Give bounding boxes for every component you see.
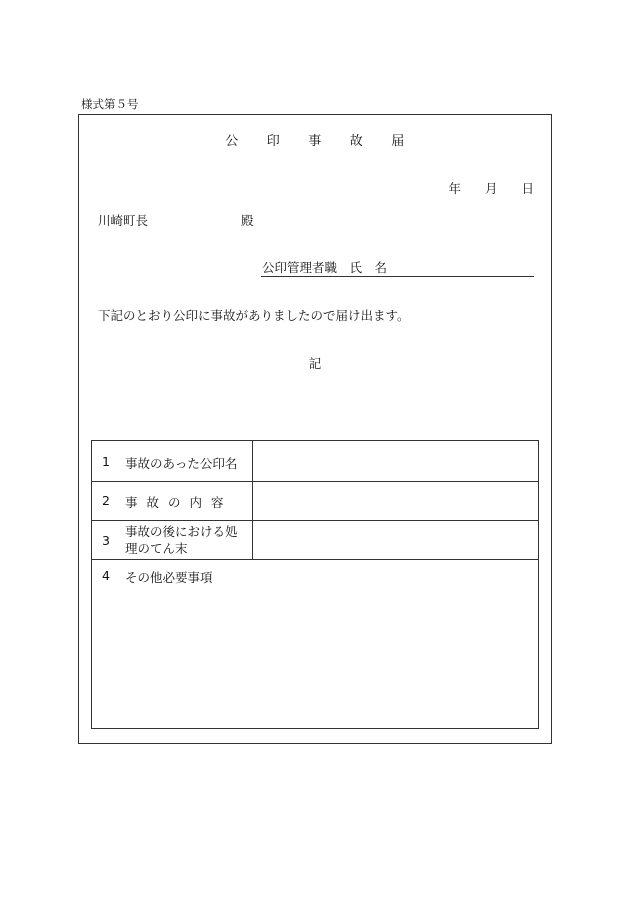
- item-number: 3: [102, 533, 110, 548]
- items-table: [91, 440, 539, 729]
- applicant-signature-line[interactable]: [261, 276, 534, 277]
- item-number: 2: [102, 493, 110, 508]
- form-title: [0, 130, 630, 149]
- title-char: 公: [225, 134, 239, 149]
- date-year: 年: [448, 181, 461, 196]
- addressee: 川崎町長: [98, 213, 149, 228]
- table-row: [92, 520, 538, 560]
- item-label: 事故の後における処理のてん末: [125, 524, 238, 556]
- title-char: 印: [266, 134, 281, 149]
- body-text: 下記のとおり公印に事故がありましたので届け出ます。: [98, 308, 410, 323]
- date-line: [424, 179, 534, 197]
- column-divider: [252, 441, 253, 481]
- item-number: 4: [102, 568, 110, 583]
- honorific: 殿: [241, 213, 254, 228]
- title-char: 届: [391, 134, 405, 149]
- item-label: 事故のあった公印名: [125, 456, 238, 471]
- date-day: 日: [521, 181, 534, 196]
- title-char: 事: [308, 134, 322, 149]
- table-row: [92, 481, 538, 521]
- item-label: 事故の内容: [125, 495, 233, 510]
- table-row: [92, 559, 538, 729]
- date-month: 月: [484, 181, 498, 196]
- column-divider: [252, 520, 253, 559]
- item-number: 1: [102, 454, 110, 469]
- ki-heading: 記: [308, 356, 322, 371]
- item-label: その他必要事項: [125, 570, 213, 585]
- title-char: 故: [349, 134, 364, 149]
- table-row: [92, 441, 538, 482]
- column-divider: [252, 481, 253, 520]
- applicant-label: 公印管理者職 氏 名: [262, 260, 388, 275]
- form-number: 様式第５号: [81, 97, 139, 111]
